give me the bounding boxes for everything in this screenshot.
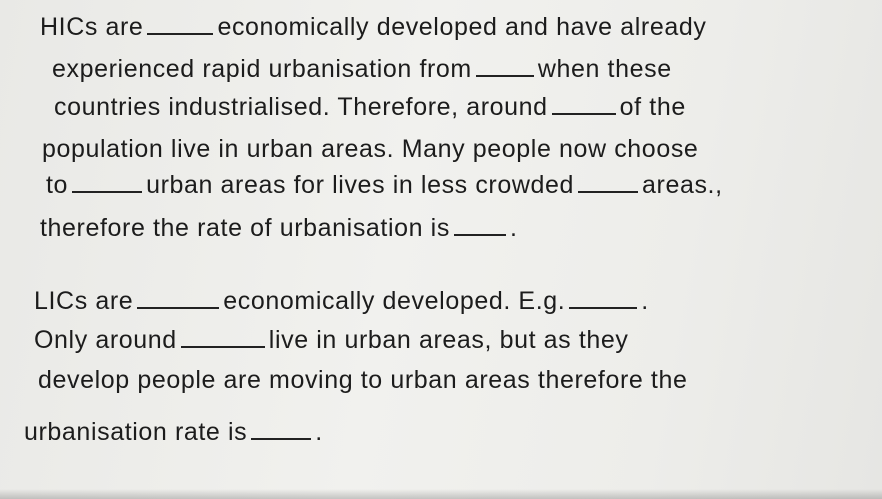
page-bottom-shadow	[0, 489, 882, 499]
blank-lics-4[interactable]	[251, 418, 311, 440]
blank-hics-4[interactable]	[72, 171, 142, 193]
hics-line-5	[46, 168, 723, 202]
hics-text-2a: experienced rapid urbanisation from	[52, 55, 472, 83]
blank-hics-6[interactable]	[454, 214, 506, 236]
hics-text-3a: countries industrialised. Therefore, around	[54, 93, 548, 121]
lics-text-1c: .	[641, 287, 649, 315]
lics-text-2b: live in urban areas, but as they	[268, 326, 629, 354]
blank-hics-3[interactable]	[552, 93, 616, 115]
hics-text-5b: urban areas for lives in less crowded	[146, 171, 575, 199]
blank-lics-2[interactable]	[569, 287, 637, 309]
hics-text-3b: of the	[619, 93, 686, 121]
hics-line-2	[52, 52, 672, 86]
lics-line-1	[34, 284, 649, 318]
lics-text-2a: Only around	[34, 326, 177, 354]
hics-line-3	[54, 90, 686, 124]
hics-line-4	[42, 132, 698, 166]
blank-hics-5[interactable]	[578, 171, 638, 193]
lics-text-1a: LICs are	[34, 287, 134, 315]
lics-text-4b: .	[315, 418, 323, 446]
blank-lics-1[interactable]	[137, 287, 219, 309]
hics-text-5c: areas.,	[642, 171, 723, 199]
hics-text-2b: when these	[537, 55, 672, 83]
hics-text-1a: HICs are	[40, 13, 144, 41]
blank-hics-2[interactable]	[476, 55, 534, 77]
lics-line-2	[34, 323, 628, 357]
hics-text-6a: therefore the rate of urbanisation is	[40, 214, 450, 242]
lics-text-1b: economically developed. E.g.	[223, 287, 566, 315]
hics-text-4: population live in urban areas. Many people now choose	[42, 135, 699, 163]
hics-text-6b: .	[509, 214, 518, 242]
lics-text-4a: urbanisation rate is	[24, 418, 248, 446]
blank-hics-1[interactable]	[147, 13, 213, 35]
lics-line-4	[24, 406, 323, 449]
hics-text-5a: to	[46, 171, 69, 199]
lics-text-3: develop people are moving to urban areas therefore the	[38, 366, 688, 394]
hics-line-1	[40, 10, 706, 44]
lics-line-3	[38, 363, 687, 397]
hics-line-6	[40, 204, 517, 245]
hics-text-1b: economically developed and have already	[217, 13, 707, 41]
blank-lics-3[interactable]	[181, 326, 265, 348]
